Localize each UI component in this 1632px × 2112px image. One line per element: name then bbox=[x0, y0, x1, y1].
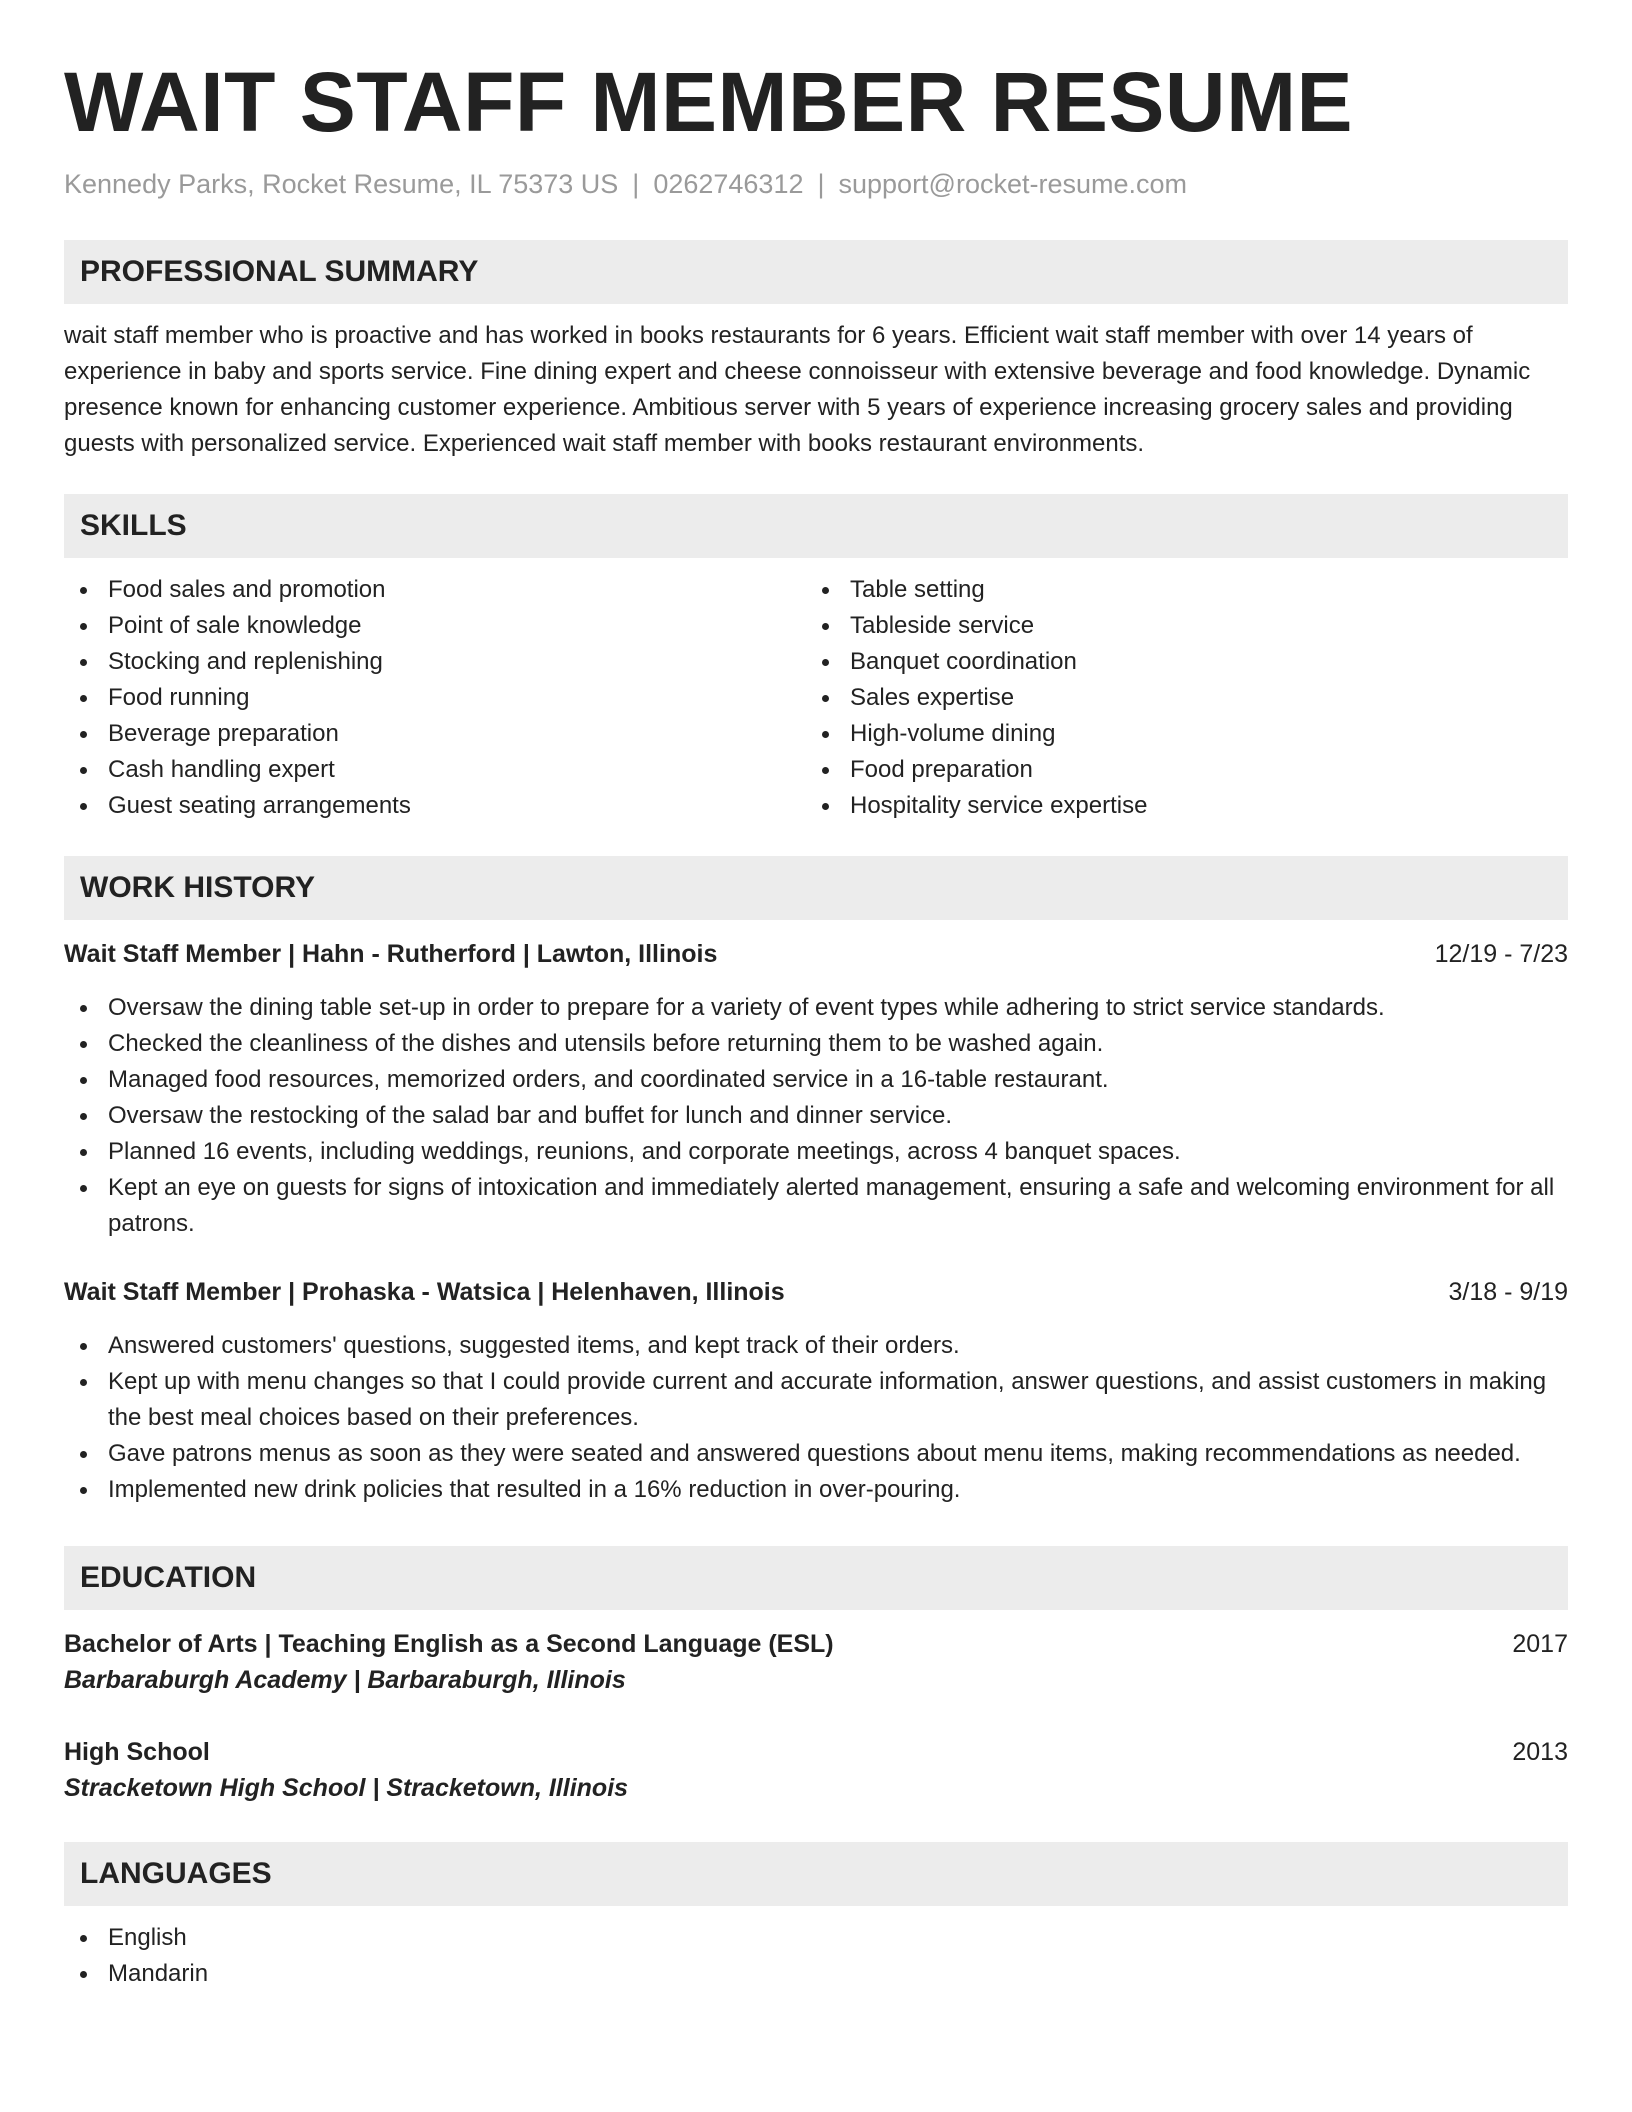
skill-item: Guest seating arrangements bbox=[64, 788, 806, 824]
job-header bbox=[64, 936, 1568, 972]
education-year: 2013 bbox=[1512, 1738, 1568, 1766]
job-dates: 3/18 - 9/19 bbox=[1448, 1278, 1568, 1306]
job-bullets bbox=[64, 990, 1568, 1242]
languages-section bbox=[64, 1842, 1568, 1992]
job-bullet: Gave patrons menus as soon as they were seated and answered questions about menu items, making recommendations as needed. bbox=[64, 1436, 1568, 1472]
skills-list-left bbox=[64, 572, 806, 824]
skill-item: Tableside service bbox=[806, 608, 1548, 644]
education-entry bbox=[64, 1626, 1568, 1698]
job-entry bbox=[64, 936, 1568, 1242]
skill-item: Banquet coordination bbox=[806, 644, 1548, 680]
skill-item: Table setting bbox=[806, 572, 1548, 608]
job-entry bbox=[64, 1274, 1568, 1508]
job-bullet: Implemented new drink policies that resulted in a 16% reduction in over-pouring. bbox=[64, 1472, 1568, 1508]
education-degree: Bachelor of Arts | Teaching English as a Second Language (ESL) bbox=[64, 1630, 834, 1658]
languages-list bbox=[64, 1920, 1568, 1992]
skill-item: Stocking and replenishing bbox=[64, 644, 806, 680]
education-degree: High School bbox=[64, 1738, 210, 1766]
education-header bbox=[64, 1626, 1568, 1662]
contact-separator: | bbox=[817, 169, 825, 199]
skill-item: Food sales and promotion bbox=[64, 572, 806, 608]
job-title: Wait Staff Member | Prohaska - Watsica | Helenhaven, Illinois bbox=[64, 1278, 785, 1306]
education-heading: EDUCATION bbox=[64, 1546, 1568, 1610]
work-section bbox=[64, 856, 1568, 1508]
skills-grid bbox=[64, 572, 1568, 824]
job-dates: 12/19 - 7/23 bbox=[1434, 940, 1568, 968]
education-header bbox=[64, 1734, 1568, 1770]
skill-item: Point of sale knowledge bbox=[64, 608, 806, 644]
skills-section bbox=[64, 494, 1568, 824]
summary-section bbox=[64, 240, 1568, 462]
skills-heading: SKILLS bbox=[64, 494, 1568, 558]
contact-line bbox=[64, 166, 1568, 202]
job-bullet: Answered customers' questions, suggested items, and kept track of their orders. bbox=[64, 1328, 1568, 1364]
education-year: 2017 bbox=[1512, 1630, 1568, 1658]
skill-item: Beverage preparation bbox=[64, 716, 806, 752]
job-title: Wait Staff Member | Hahn - Rutherford | Lawton, Illinois bbox=[64, 940, 718, 968]
job-bullet: Managed food resources, memorized orders, and coordinated service in a 16-table restaurant. bbox=[64, 1062, 1568, 1098]
education-entry bbox=[64, 1734, 1568, 1806]
job-bullet: Checked the cleanliness of the dishes and utensils before returning them to be washed again. bbox=[64, 1026, 1568, 1062]
contact-separator: | bbox=[632, 169, 640, 199]
education-school: Barbaraburgh Academy | Barbaraburgh, Illinois bbox=[64, 1666, 626, 1694]
skill-item: Food preparation bbox=[806, 752, 1548, 788]
job-bullet: Kept an eye on guests for signs of intoxication and immediately alerted management, ensuring a safe and welcoming environment for all patrons. bbox=[64, 1170, 1568, 1242]
summary-text: wait staff member who is proactive and has worked in books restaurants for 6 years. Efficient wait staff member with over 14 years of experience in baby and sports service. Fine dining expert and cheese connoisseur with extensive beverage and food knowledge. Dynamic presence known for enhancing customer experience. Ambitious server with 5 years of experience increasing grocery sales and providing guests with personalized service. Experienced wait staff member with books restaurant environments. bbox=[64, 322, 1531, 457]
job-header bbox=[64, 1274, 1568, 1310]
job-bullet: Oversaw the restocking of the salad bar and buffet for lunch and dinner service. bbox=[64, 1098, 1568, 1134]
contact-email: support@rocket-resume.com bbox=[838, 169, 1188, 199]
skill-item: Cash handling expert bbox=[64, 752, 806, 788]
job-bullet: Oversaw the dining table set-up in order to prepare for a variety of event types while adhering to strict service standards. bbox=[64, 990, 1568, 1026]
contact-phone: 0262746312 bbox=[653, 169, 804, 199]
skills-list-right bbox=[806, 572, 1548, 824]
contact-name-address: Kennedy Parks, Rocket Resume, IL 75373 US bbox=[64, 169, 619, 199]
language-item: English bbox=[64, 1920, 1568, 1956]
job-bullet: Planned 16 events, including weddings, reunions, and corporate meetings, across 4 banquet spaces. bbox=[64, 1134, 1568, 1170]
education-school: Stracketown High School | Stracketown, Illinois bbox=[64, 1774, 629, 1802]
job-bullet: Kept up with menu changes so that I could provide current and accurate information, answer questions, and assist customers in making the best meal choices based on their preferences. bbox=[64, 1364, 1568, 1436]
language-item: Mandarin bbox=[64, 1956, 1568, 1992]
resume-title: WAIT STAFF MEMBER RESUME bbox=[64, 55, 1354, 149]
summary-heading: PROFESSIONAL SUMMARY bbox=[64, 240, 1568, 304]
skill-item: High-volume dining bbox=[806, 716, 1548, 752]
work-heading: WORK HISTORY bbox=[64, 856, 1568, 920]
skill-item: Sales expertise bbox=[806, 680, 1548, 716]
skill-item: Hospitality service expertise bbox=[806, 788, 1548, 824]
languages-heading: LANGUAGES bbox=[64, 1842, 1568, 1906]
job-bullets bbox=[64, 1328, 1568, 1508]
education-section bbox=[64, 1546, 1568, 1806]
skill-item: Food running bbox=[64, 680, 806, 716]
